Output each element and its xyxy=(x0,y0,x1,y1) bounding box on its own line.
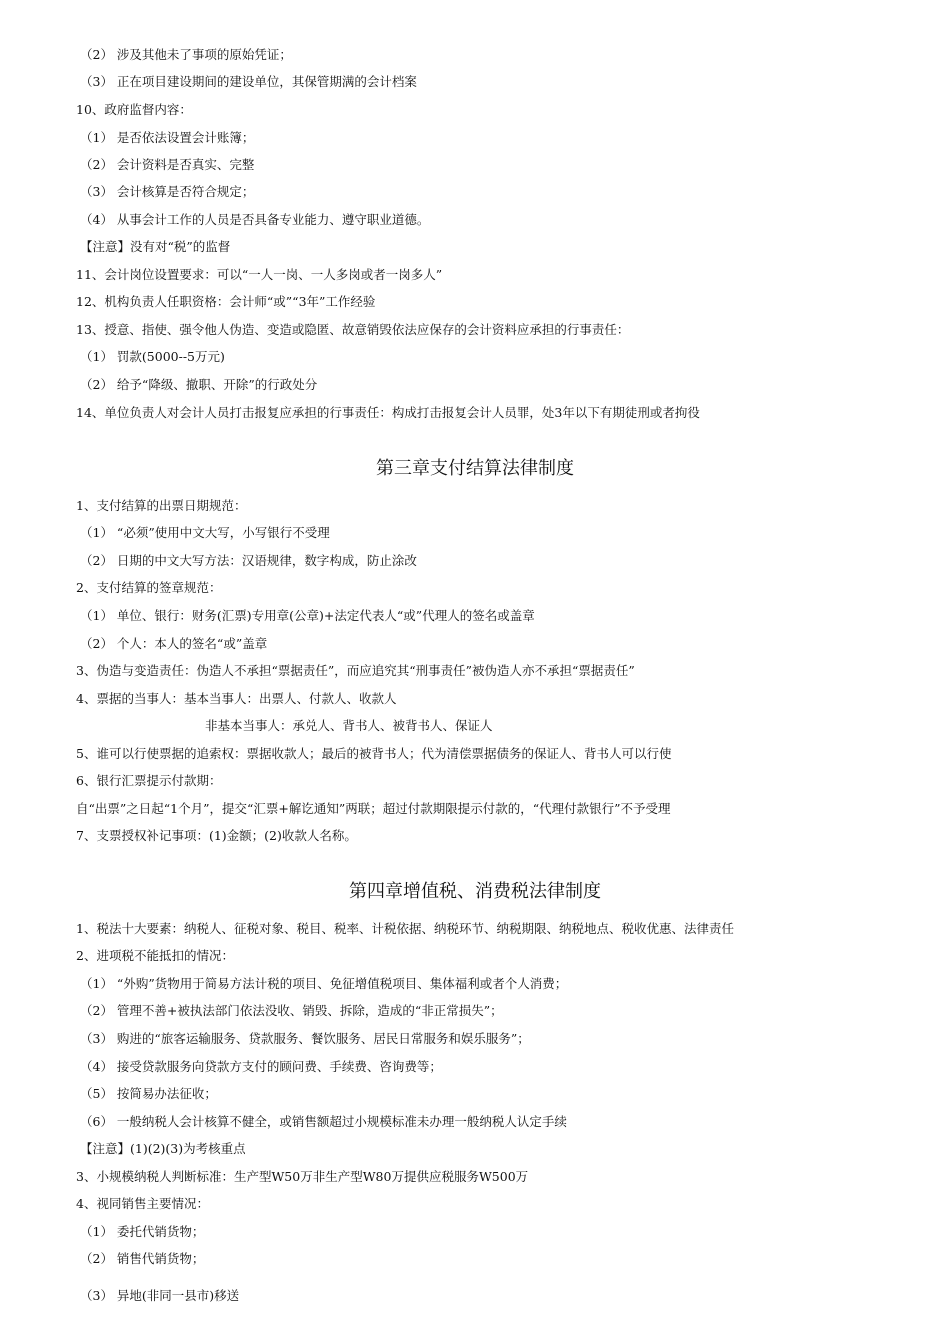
text-line: （5） 按简易办法征收； xyxy=(80,1086,217,1101)
text-line: （2） 管理不善+被执法部门依法没收、销毁、拆除，造成的“非正常损失”； xyxy=(80,1003,503,1018)
text-line: （1） “外购”货物用于简易方法计税的项目、免征增值税项目、集体福利或者个人消费； xyxy=(80,976,568,991)
text-line: 6、银行汇票提示付款期： xyxy=(76,773,222,788)
text-line: 1、支付结算的出票日期规范： xyxy=(76,498,247,513)
text-line: 10、政府监督内容： xyxy=(76,102,192,117)
text-line: （2） 销售代销货物； xyxy=(80,1251,205,1266)
text-line: 4、视同销售主要情况： xyxy=(76,1196,209,1211)
text-line: 自“出票”之日起“1个月”，提交“汇票+解讫通知”两联；超过付款期限提示付款的，“代理付款银行”不予受理 xyxy=(76,801,671,816)
text-line: （2） 给予“降级、撤职、开除”的行政处分 xyxy=(80,377,318,392)
text-line: （2） 会计资料是否真实、完整 xyxy=(80,157,255,172)
text-line: 11、会计岗位设置要求：可以“一人一岗、一人多岗或者一岗多人” xyxy=(76,267,443,282)
text-line: 14、单位负责人对会计人员打击报复应承担的行事责任：构成打击报复会计人员罪，处3年以下有期徒刑或者拘役 xyxy=(76,405,700,420)
text-line: 7、支票授权补记事项：(1)金额；(2)收款人名称。 xyxy=(76,828,357,843)
text-line: 4、票据的当事人：基本当事人：出票人、付款人、收款人 xyxy=(76,691,397,706)
text-line: （2） 个人：本人的签名“或”盖章 xyxy=(80,636,268,651)
note-line: 【注意】(1)(2)(3)为考核重点 xyxy=(80,1141,246,1156)
text-line: 1、税法十大要素：纳税人、征税对象、税目、税率、计税依据、纳税环节、纳税期限、纳税地点、税收优惠、法律责任 xyxy=(76,921,734,936)
text-line: （1） 是否依法设置会计账簿； xyxy=(80,130,255,145)
text-line: 3、伪造与变造责任：伪造人不承担“票据责任”，而应追究其“刑事责任”被伪造人亦不承担“票据责任” xyxy=(76,663,635,678)
chapter-4-title: 第四章增值税、消费税法律制度 xyxy=(349,881,601,902)
text-line: （2） 涉及其他未了事项的原始凭证； xyxy=(80,47,292,62)
text-line: 12、机构负责人任职资格：会计师“或”“3年”工作经验 xyxy=(76,294,376,309)
text-line: （2） 日期的中文大写方法：汉语规律，数字构成，防止涂改 xyxy=(80,553,417,568)
text-line: （6） 一般纳税人会计核算不健全，或销售额超过小规模标准未办理一般纳税人认定手续 xyxy=(80,1114,567,1129)
text-line: （3） 异地(非同一县市)移送 xyxy=(80,1288,240,1303)
text-line: （3） 购进的“旅客运输服务、贷款服务、餐饮服务、居民日常服务和娱乐服务”； xyxy=(80,1031,530,1046)
text-line: 5、谁可以行使票据的追索权：票据收款人；最后的被背书人；代为清偿票据债务的保证人、背书人可以行使 xyxy=(76,746,672,761)
text-line: （1） “必须”使用中文大写，小写银行不受理 xyxy=(80,525,330,540)
text-line: （1） 罚款(5000--5万元) xyxy=(80,349,225,364)
text-line: （4） 接受贷款服务向贷款方支付的顾问费、手续费、咨询费等； xyxy=(80,1059,442,1074)
text-line: （1） 委托代销货物； xyxy=(80,1224,205,1239)
text-line: 2、支付结算的签章规范： xyxy=(76,580,222,595)
text-line: （4） 从事会计工作的人员是否具备专业能力、遵守职业道德。 xyxy=(80,212,430,227)
text-line: 13、授意、指使、强令他人伪造、变造或隐匿、故意销毁依法应保存的会计资料应承担的行事责任： xyxy=(76,322,630,337)
text-line: 2、进项税不能抵扣的情况： xyxy=(76,948,234,963)
note-line: 【注意】没有对“税”的监督 xyxy=(80,239,231,254)
text-line: （3） 正在项目建设期间的建设单位，其保管期满的会计档案 xyxy=(80,74,417,89)
text-line: （3） 会计核算是否符合规定； xyxy=(80,184,255,199)
text-line: 3、小规模纳税人判断标准：生产型W50万非生产型W80万提供应税服务W500万 xyxy=(76,1169,529,1184)
text-line: （1） 单位、银行：财务(汇票)专用章(公章)+法定代表人“或”代理人的签名或盖章 xyxy=(80,608,535,623)
text-line: 非基本当事人：承兑人、背书人、被背书人、保证人 xyxy=(205,718,493,733)
chapter-3-title: 第三章支付结算法律制度 xyxy=(376,458,574,479)
